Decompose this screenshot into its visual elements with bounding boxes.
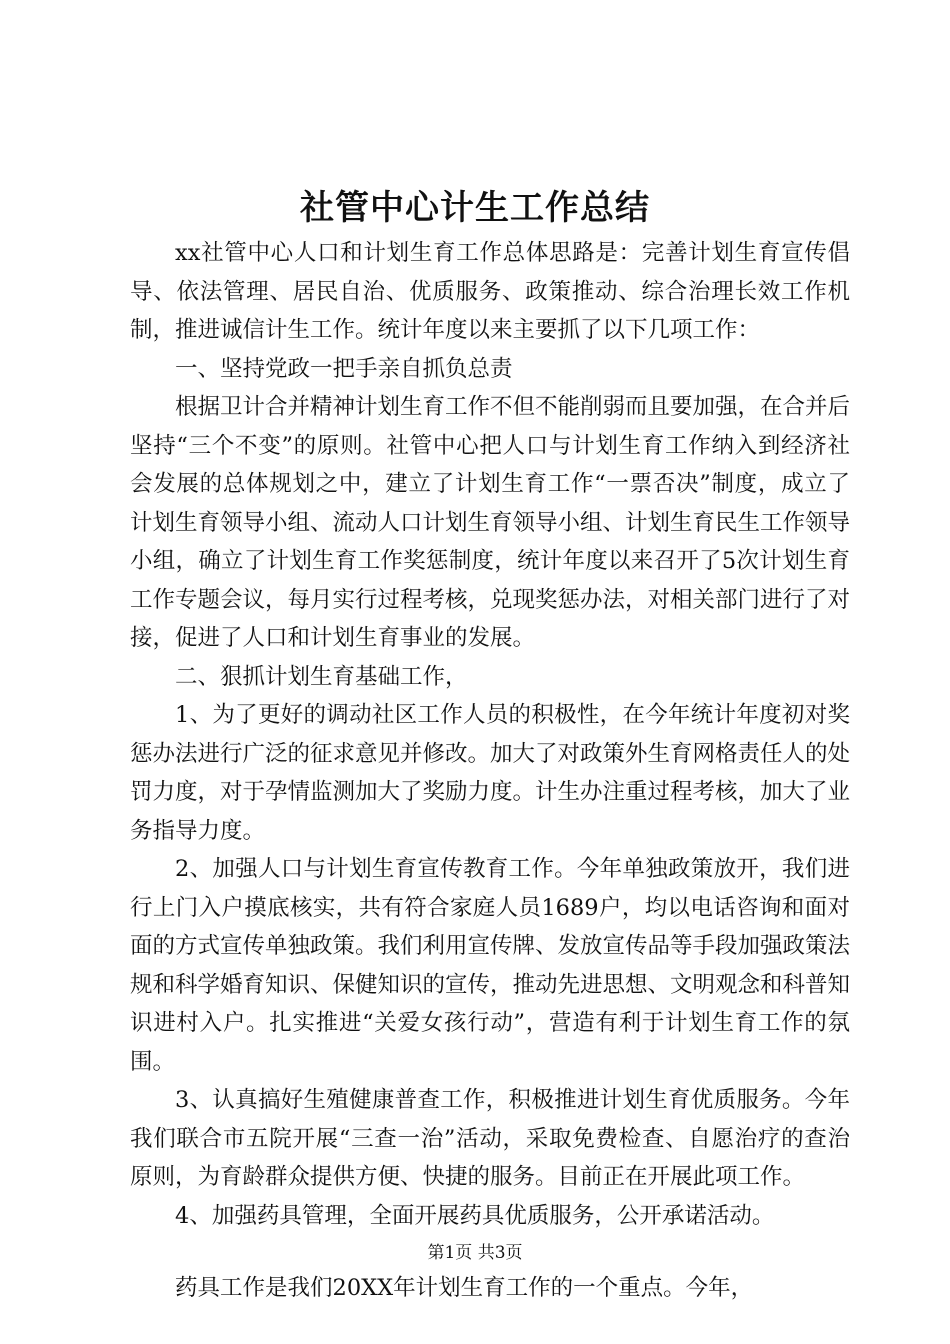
document-title: 社管中心计生工作总结 <box>300 188 650 228</box>
paragraph-item-3: 3、认真搞好生殖健康普查工作，积极推进计划生育优质服务。今年我们联合市五院开展“三查一治”活动，采取免费检查、自愿治疗的查治原则，为育龄群众提供方便、快捷的服务。目前正在开展此项工作。 <box>130 1087 850 1190</box>
paragraph-item-4: 4、加强药具管理，全面开展药具优质服务，公开承诺活动。 <box>175 1202 775 1229</box>
paragraph-item-2: 2、加强人口与计划生育宣传教育工作。今年单独政策放开，我们进行上门入户摸底核实，共有符合家庭人员1689户，均以电话咨询和面对面的方式宣传单独政策。我们利用宣传牌、发放宣传品等手段加强政策法规和科学婚育知识、保健知识的宣传，推动先进思想、文明观念和科普知识进村入户。扎实推进“关爱女孩行动”，营造有利于计划生育工作的氛围。 <box>130 856 851 1075</box>
document-body <box>130 234 850 1308</box>
paragraph-medicine: 药具工作是我们20XX年计划生育工作的一个重点。今年， <box>175 1275 754 1301</box>
page-number: 第1页 共3页 <box>427 1243 523 1263</box>
paragraph-section-1: 根据卫计合并精神计划生育工作不但不能削弱而且要加强，在合并后坚持“三个不变”的原则。社管中心把人口与计划生育工作纳入到经济社会发展的总体规划之中，建立了计划生育工作“一票否决”制度，成立了计划生育领导小组、流动人口计划生育领导小组、计划生育民生工作领导小组，确立了计划生育工作奖惩制度，统计年度以来召开了5次计划生育工作专题会议，每月实行过程考核，兑现奖惩办法，对相关部门进行了对接，促进了人口和计划生育事业的发展。 <box>130 394 851 651</box>
section-heading-2: 二、狠抓计划生育基础工作， <box>175 663 468 690</box>
paragraph-intro: xx社管中心人口和计划生育工作总体思路是：完善计划生育宣传倡导、依法管理、居民自治、优质服务、政策推动、综合治理长效工作机制，推进诚信计生工作。统计年度以来主要抓了以下几项工作： <box>130 240 850 343</box>
section-heading-1: 一、坚持党政一把手亲自抓负总责 <box>175 355 513 382</box>
paragraph-item-1: 1、为了更好的调动社区工作人员的积极性，在今年统计年度初对奖惩办法进行广泛的征求意见并修改。加大了对政策外生育网格责任人的处罚力度，对于孕情监测加大了奖励力度。计生办注重过程考核，加大了业务指导力度。 <box>130 702 851 844</box>
